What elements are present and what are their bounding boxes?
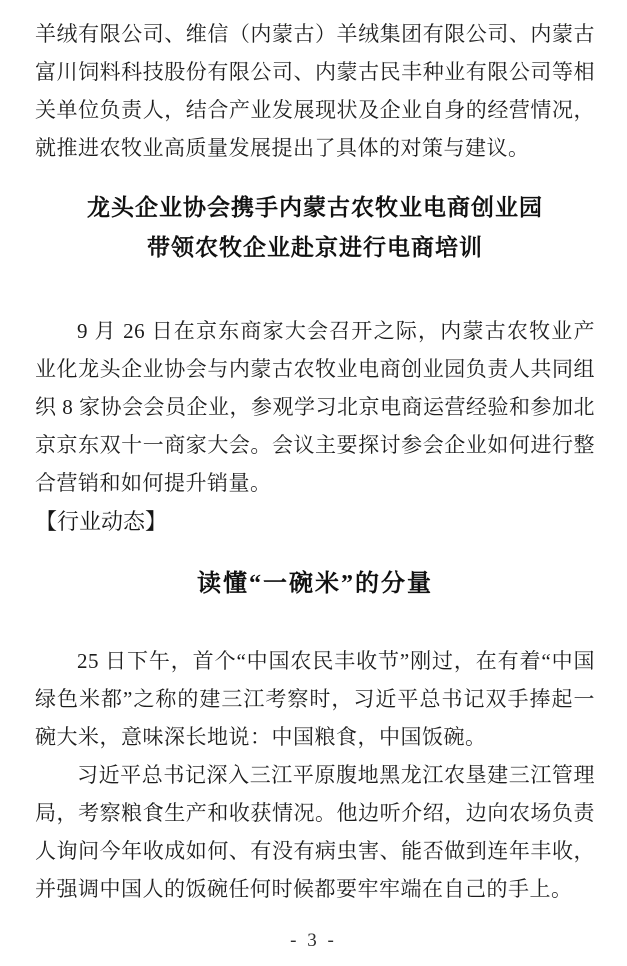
page-number: - 3 - [290,930,337,951]
article2-paragraph-2: 习近平总书记深入三江平原腹地黑龙江农垦建三江管理局，考察粮食生产和收获情况。他边听介绍，边向农场负责人询问今年收成如何、有没有病虫害、能否做到连年丰收，并强调中国人的饭碗任何时候都要牢牢端在自己的手上。 [35,763,595,901]
article1-title [35,188,595,268]
article2-title: 读懂“一碗米”的分量 [197,571,433,597]
article1-paragraph: 9 月 26 日在京东商家大会召开之际，内蒙古农牧业产业化龙头企业协会与内蒙古农牧业电商创业园负责人共同组织 8 家协会会员企业，参观学习北京电商运营经验和参加北京京东双十一商家大会。会议主要探讨参会企业如何进行整合营销和如何提升销量。 [35,319,595,495]
continuation-paragraph: 羊绒有限公司、维信（内蒙古）羊绒集团有限公司、内蒙古富川饲料科技股份有限公司、内蒙古民丰种业有限公司等相关单位负责人，结合产业发展现状及企业自身的经营情况，就推进农牧业高质量发展提出了具体的对策与建议。 [35,22,595,160]
article1-title-line1: 龙头企业协会携手内蒙古农牧业电商创业园 [87,195,543,220]
section-label-industry-news: 【行业动态】 [35,509,168,534]
article1-title-line2: 带领农牧企业赴京进行电商培训 [147,235,483,260]
article2-paragraph-1: 25 日下午，首个“中国农民丰收节”刚过，在有着“中国绿色米都”之称的建三江考察时，习近平总书记双手捧起一碗大米，意味深长地说：中国粮食，中国饭碗。 [35,649,595,749]
article2-body [35,642,595,908]
